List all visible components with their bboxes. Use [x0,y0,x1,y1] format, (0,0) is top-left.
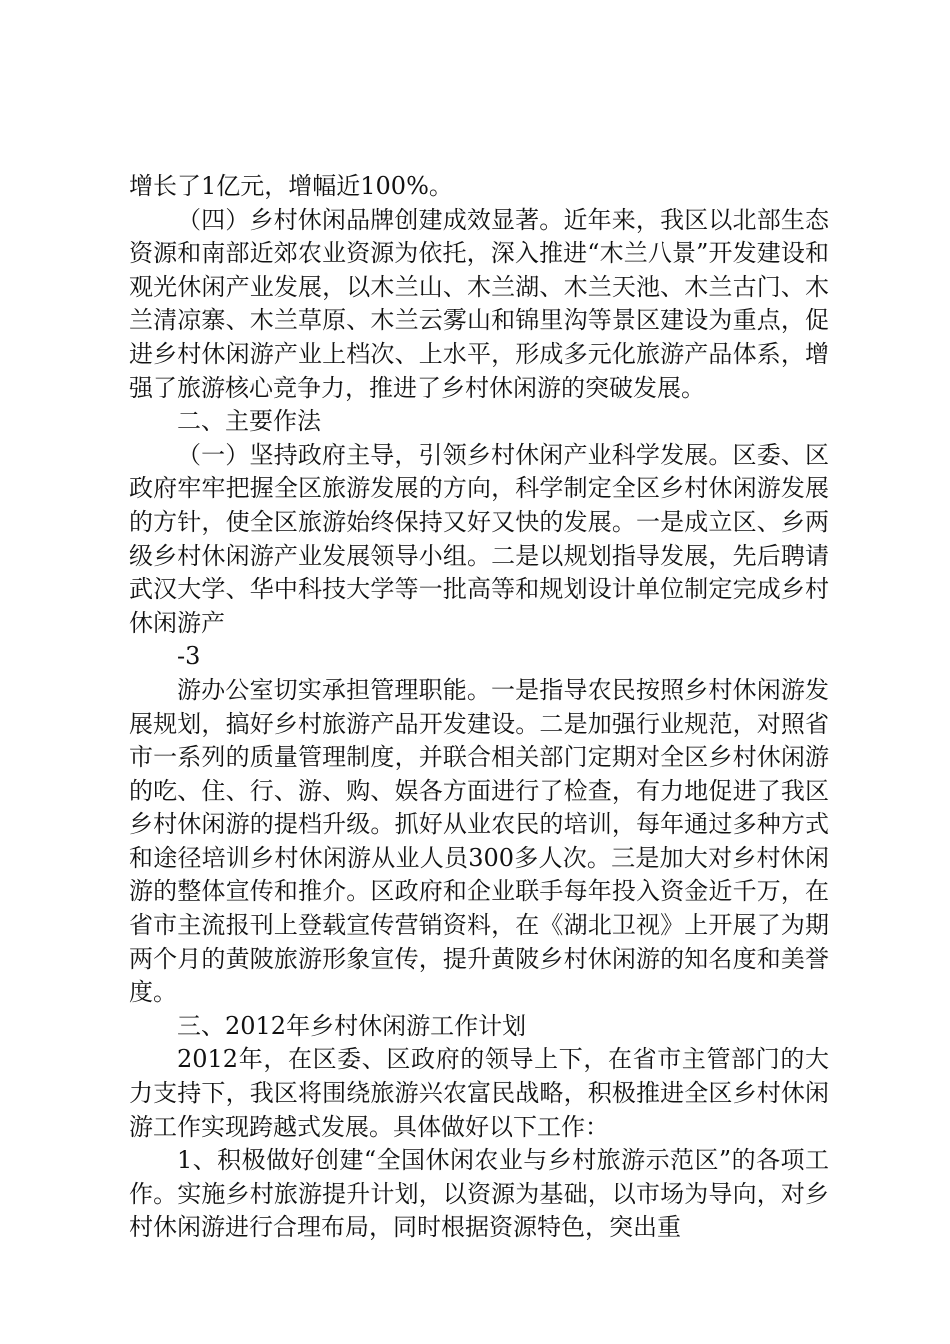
paragraph-plan-overview: 2012年，在区委、区政府的领导上下，在省市主管部门的大力支持下，我区将围绕旅游兴农富民战略，积极推进全区乡村休闲游工作实现跨越式发展。具体做好以下工作： [129,1045,829,1141]
paragraph-tourism-office-duties: 游办公室切实承担管理职能。一是指导农民按照乡村休闲游发展规划，搞好乡村旅游产品开发建设。二是加强行业规范，对照省市一系列的质量管理制度，并联合相关部门定期对全区乡村休闲游的吃、住、行、游、购、娱各方面进行了检查，有力地促进了我区乡村休闲游的提档升级。抓好从业农民的培训，每年通过多种方式和途径培训乡村休闲游从业人员300多人次。三是加大对乡村休闲游的整体宣传和推介。区政府和企业联手每年投入资金近千万，在省市主流报刊上登载宣传营销资料，在《湖北卫视》上开展了为期两个月的黄陂旅游形象宣传，提升黄陂乡村休闲游的知名度和美誉度。 [129,675,829,1007]
document-body [129,170,829,1245]
page-number: -3 [177,642,201,671]
section-heading-main-practices: 二、主要作法 [177,407,321,436]
paragraph-growth-summary: 增长了1亿元，增幅近100%。 [129,172,453,200]
section-heading-work-plan: 三、2012年乡村休闲游工作计划 [177,1011,527,1040]
paragraph-government-leadership: （一）坚持政府主导，引领乡村休闲产业科学发展。区委、区政府牢牢把握全区旅游发展的方向，科学制定全区乡村休闲游发展的方针，使全区旅游始终保持又好又快的发展。一是成立区、乡两级乡村休闲游产业发展领导小组。二是以规划指导发展，先后聘请武汉大学、华中科技大学等一批高等和规划设计单位制定完成乡村休闲游产 [129,440,829,637]
paragraph-brand-building: （四）乡村休闲品牌创建成效显著。近年来，我区以北部生态资源和南部近郊农业资源为依托，深入推进“木兰八景”开发建设和观光休闲产业发展，以木兰山、木兰湖、木兰天池、木兰古门、木兰清凉寨、木兰草原、木兰云雾山和锦里沟等景区建设为重点，促进乡村休闲游产业上档次、上水平，形成多元化旅游产品体系，增强了旅游核心竞争力，推进了乡村休闲游的突破发展。 [129,205,829,402]
paragraph-demonstration-zone: 1、积极做好创建“全国休闲农业与乡村旅游示范区”的各项工作。实施乡村旅游提升计划，以资源为基础，以市场为导向，对乡村休闲游进行合理布局，同时根据资源特色，突出重 [129,1146,829,1242]
